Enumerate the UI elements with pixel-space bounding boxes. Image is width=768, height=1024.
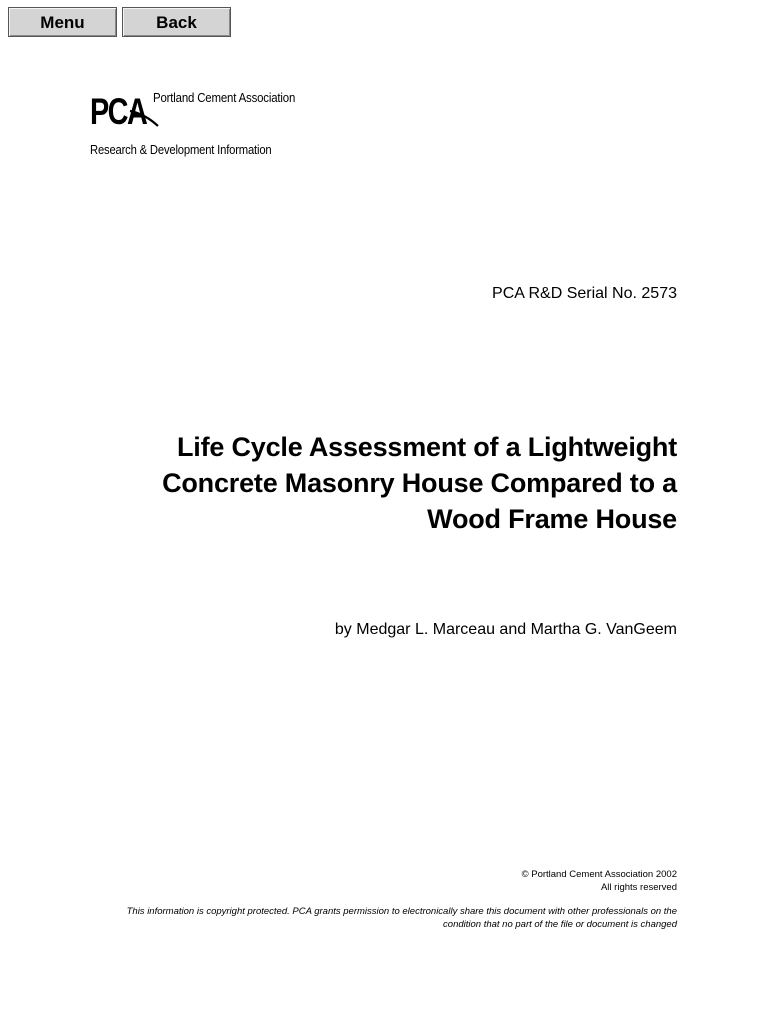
rights-line: All rights reserved [600,882,677,893]
pca-logo [90,88,310,128]
permission-line: This information is copyright protected. PCA grants permission to electronically share this document with other professionals on the [126,906,677,917]
document-title [57,429,677,537]
research-subtitle: Research & Development Information [90,143,272,157]
pca-logo-mark [90,88,162,128]
copyright-line: © Portland Cement Association 2002 [521,869,677,880]
permission-notice [127,905,677,931]
back-button[interactable]: Back [122,7,231,37]
title-line: Life Cycle Assessment of a Lightweight [176,432,677,462]
logo-text: Portland Cement Association [153,90,296,105]
title-line: Wood Frame House [427,504,677,534]
menu-button[interactable]: Menu [8,7,117,37]
title-line: Concrete Masonry House Compared to a [162,468,677,498]
copyright-notice [522,868,677,894]
permission-line: condition that no part of the file or document is changed [443,919,677,930]
authors: by Medgar L. Marceau and Martha G. VanGeem [334,621,677,638]
pca-logo-letters: PCA [90,91,147,128]
serial-number: PCA R&D Serial No. 2573 [492,285,677,302]
